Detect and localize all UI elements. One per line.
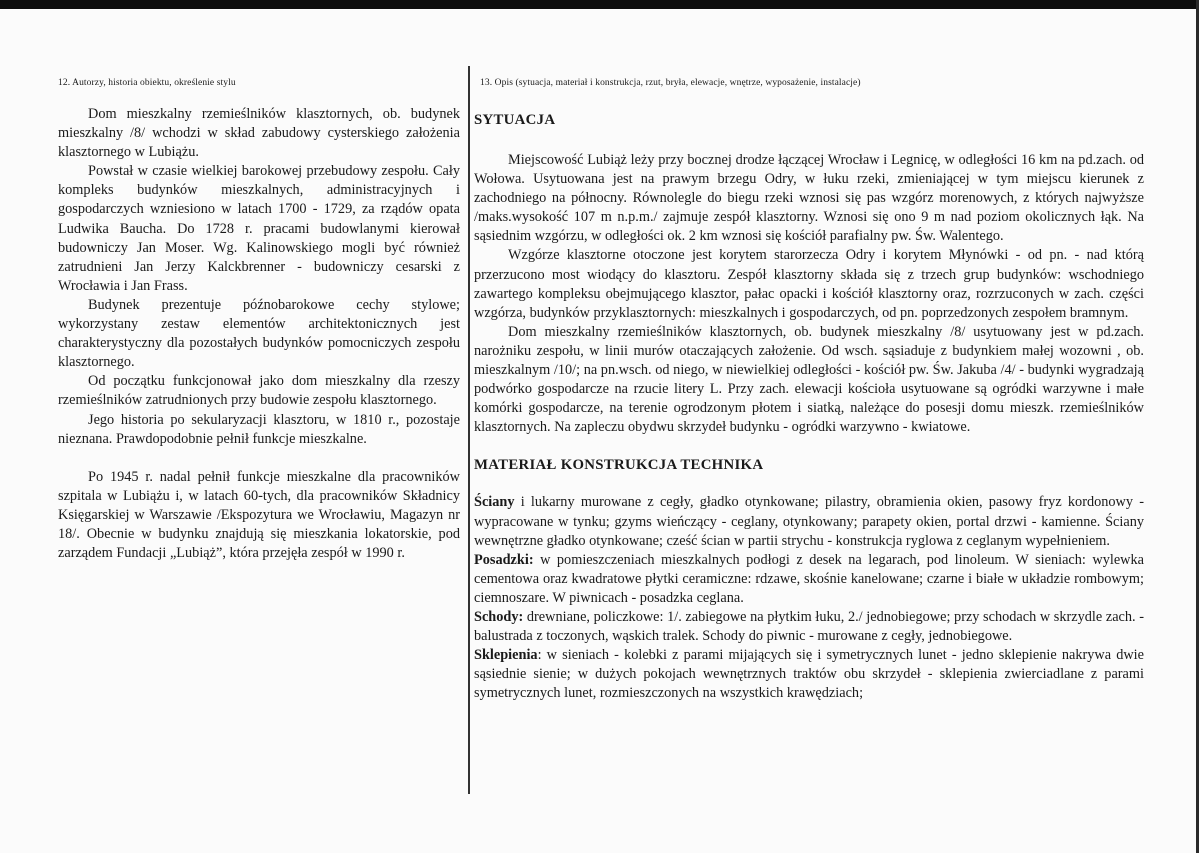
material-item-stairs-text: drewniane, policzkowe: 1/. zabiegowe na płytkim łuku, 2./ jednobiegowe; przy schodach w skrzydle zach. - balustrada z toczonych, wąskich tralek. Schody do piwnic - murowane z cegły, jednobiegowe.	[474, 608, 1144, 645]
history-paragraph-5: Jego historia po sekularyzacji klasztoru, w 1810 r., pozostaje nieznana. Prawdopodobnie pełnił funkcje mieszkalne.	[58, 411, 460, 447]
right-column	[474, 78, 1144, 703]
material-item-stairs-label: Schody:	[474, 608, 524, 625]
material-item-walls-label: Ściany	[474, 494, 515, 511]
material-item-floors	[474, 551, 1144, 608]
material-item-floors-text: w pomieszczeniach mieszkalnych podłogi z desek na legarach, pod linoleum. W sieniach: wylewka cementowa oraz kwadratowe płytki ceramiczne: rdzawe, skośnie kanelowane; czarne i białe w układzie rombowym; ciemnoszare. W piwnicach - posadzka ceglana.	[474, 551, 1144, 606]
material-item-stairs	[474, 608, 1144, 646]
history-paragraph-4: Od początku funkcjonował jako dom mieszkalny dla rzeszy rzemieślników zatrudnionych przy budowie zespołu klasztornego.	[58, 373, 460, 409]
situation-title: SYTUACJA	[474, 112, 556, 128]
situation-paragraph-1: Miejscowość Lubiąż leży przy bocznej drodze łączącej Wrocław i Legnicę, w odległości 16 km na pd.zach. od Wołowa. Usytuowana jest na prawym brzegu Odry, w łuku rzeki, zmieniającej w tym miejscu kierunek z zachodniego na północny. Równolegle do biegu rzeki wznosi się pas wzgórz morenowych, z których najwyższe /maks.wysokość 107 m n.p.m./ zajmuje zespół klasztorny. Wznosi się ono 9 m nad poziom okolicznych łąk. Na sąsiednim wzgórzu, w odległości ok. 2 km wznosi się kościół parafialny pw. Św. Walentego.	[474, 152, 1144, 245]
history-paragraph-6: Po 1945 r. nadal pełnił funkcje mieszkalne dla pracowników szpitala w Lubiążu i, w latach 60-tych, dla pracowników Składnicy Księgarskiej w Warszawie /Ekspozytura we Wrocławiu, Magazyn nr 18/. Obecnie w budynku znajdują się mieszkania lokatorskie, pod zarządem Fundacji „Lubiąż”, która przejęła zespół w 1990 r.	[58, 468, 460, 562]
history-paragraph-1: Dom mieszkalny rzemieślników klasztornych, ob. budynek mieszkalny /8/ wchodzi w skład zabudowy cysterskiego założenia klasztornego w Lubiążu.	[58, 106, 460, 161]
history-paragraph-2: Powstał w czasie wielkiej barokowej przebudowy zespołu. Cały kompleks budynków mieszkalnych, administracyjnych i gospodarczych wzniesiono w latach 1700 - 1729, za rządów opata Ludwika Baucha. Do 1728 r. pracami budowlanymi kierował budowniczy Jan Moser. Wg. Kalinowskiego mogli być również zatrudnieni Jan Jerzy Kalckbrenner - budowniczy cesarski z Wrocławia i Jan Frass.	[58, 163, 460, 294]
left-column	[58, 78, 460, 563]
history-paragraph-3: Budynek prezentuje późnobarokowe cechy stylowe; wykorzystany zestaw elementów architektonicznych jest charakterystyczny dla pozostałych budynków pomocniczych zespołu klasztornego.	[58, 296, 460, 371]
left-column-header: 12. Autorzy, historia obiektu, określenie stylu	[58, 78, 236, 88]
material-item-vaults-text: : w sieniach - kolebki z parami mijających się i symetrycznych lunet - jedno sklepienie nakrywa dwie sąsiednie sienie; w dużych pokojach wewnętrznych traktów obu skrzydeł - sklepienia zwierciadlane z parami symetrycznych lunet, rozmieszczonych na wszystkich krawędziach;	[474, 647, 1144, 702]
material-item-walls-text: i lukarny murowane z cegły, gładko otynkowane; pilastry, obramienia okien, pasowy fryz kordonowy - wypracowane w tynku; gzyms wieńczący - ceglany, otynkowany; parapety okien, portal drzwi - kamienne. Ściany wewnętrzne gładko otynkowane; cześć ścian w partii strychu - konstrukcja ryglowa z ceglanym wypełnieniem.	[474, 494, 1144, 549]
situation-paragraph-3: Dom mieszkalny rzemieślników klasztornych, ob. budynek mieszkalny /8/ usytuowany jest w pd.zach. narożniku zespołu, w linii murów otaczających założenie. Od wsch. sąsiaduje z budynkiem małej wozowni , ob. mieszkalnym /10/; na pn.wsch. od niego, w niewielkiej odległości - kościół pw. Św. Jakuba /4/ - budynki wygradzają podwórko gospodarcze na rzucie litery L. Przy zach. elewacji kościoła usytuowane są ogródki warzywne i małe komórki gospodarcze, na terenie ogrodzonym płotem i siatką, należące do posesji domu mieszk. rzemieślników klasztornych. Na zapleczu obydwu skrzydeł budynku - ogródki warzywno - kwiatowe.	[474, 323, 1144, 436]
top-border	[0, 0, 1199, 9]
material-item-walls	[474, 493, 1144, 550]
material-item-floors-label: Posadzki:	[474, 551, 534, 568]
material-item-vaults	[474, 646, 1144, 703]
situation-paragraph-2: Wzgórze klasztorne otoczone jest korytem starorzecza Odry i korytem Młynówki - od pn. - nad którą przerzucono most wiodący do klasztoru. Zespół klasztorny składa się z trzech grup budynków: wschodniego zawartego kompleksu obejmującego klasztor, pałac opacki i kościół klasztorny oraz, rozrzuconych w zach. części wzgórza, budynków przyklasztornych: mieszkalnych i gospodarczych, od pn. poprzedzonych zespołem bramnym.	[474, 247, 1144, 321]
column-divider	[468, 66, 470, 794]
material-title: MATERIAŁ KONSTRUKCJA TECHNIKA	[474, 457, 764, 474]
material-item-vaults-label: Sklepienia	[474, 647, 538, 664]
right-column-header: 13. Opis (sytuacja, materiał i konstrukcja, rzut, bryła, elewacje, wnętrze, wyposażenie, instalacje)	[480, 78, 861, 88]
